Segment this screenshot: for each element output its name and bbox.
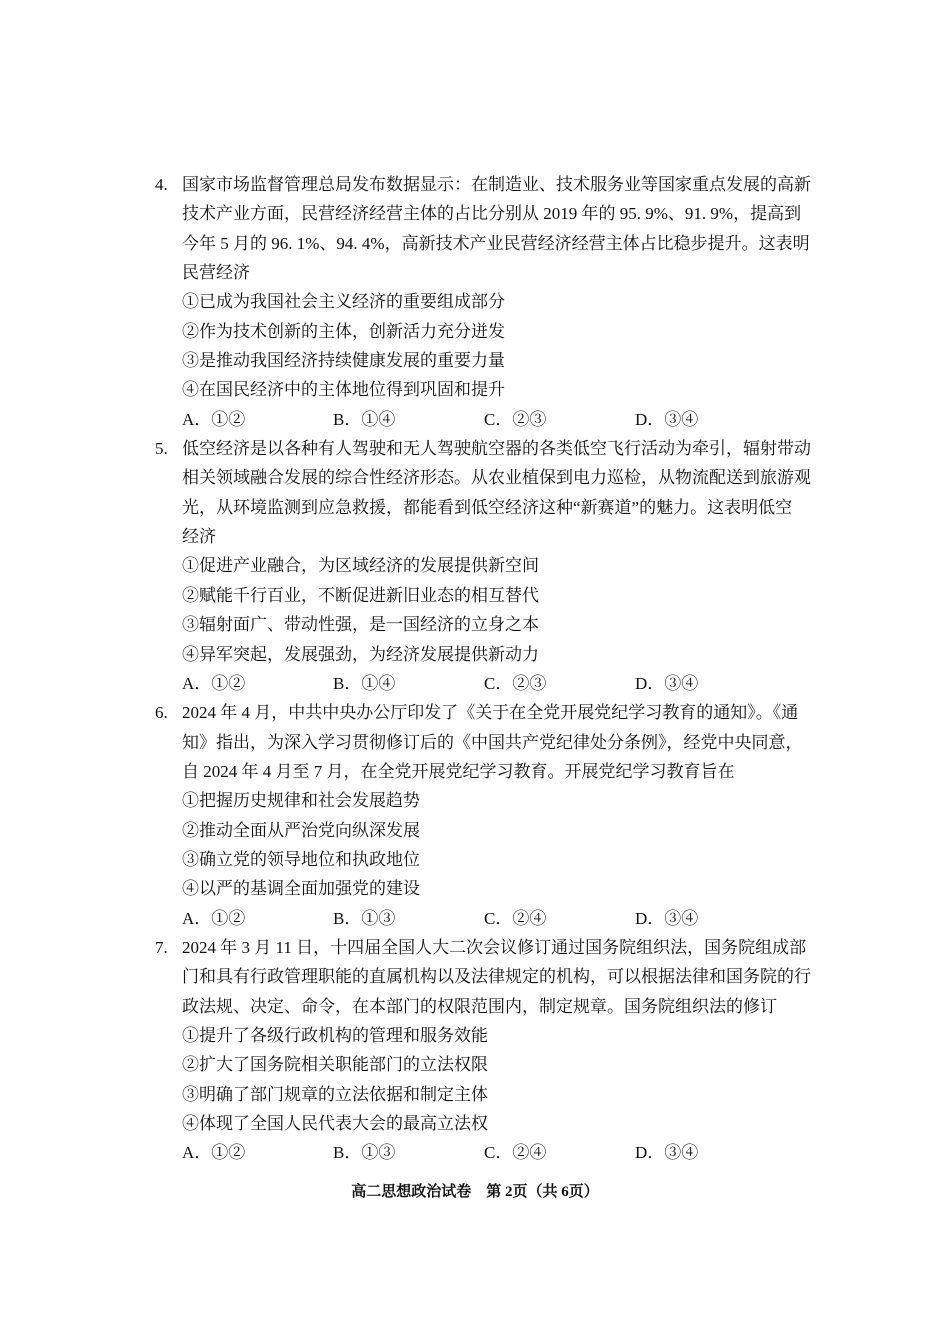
answer-choice-a: A．①② [182,409,246,429]
answer-choice-d: D．③④ [635,908,699,928]
answer-choice-c: C．②④ [484,908,547,928]
question-stem-line: 低空经济是以各种有人驾驶和无人驾驶航空器的各类低空飞行活动为牵引，辐射带动 [182,439,811,459]
answer-choice-a: A．①② [182,1143,246,1163]
statement-option: ③是推动我国经济持续健康发展的重要力量 [182,351,505,371]
statement-option: ②扩大了国务院相关职能部门的立法权限 [182,1055,488,1075]
statement-option: ②推动全面从严治党向纵深发展 [182,820,420,840]
question-stem-line: 光，从环境监测到应急救援，都能看到低空经济这种“新赛道”的魅力。这表明低空 [182,497,793,517]
question-stem-line: 知》指出，为深入学习贯彻修订后的《中国共产党纪律处分条例》，经党中央同意， [182,732,803,752]
question-stem-line: 政法规、决定、命令，在本部门的权限范围内，制定规章。国务院组织法的修订 [182,996,777,1016]
statement-option: ①提升了各级行政机构的管理和服务效能 [182,1025,488,1045]
question-stem-line: 门和具有行政管理职能的直属机构以及法律规定的机构，可以根据法律和国务院的行 [182,967,811,987]
question-number: 6. [155,703,168,723]
answer-choice-d: D．③④ [635,673,699,693]
answer-choices [155,1138,805,1167]
answer-choices [155,405,805,434]
question-number: 5. [155,439,168,459]
answer-choice-c: C．②④ [484,1143,547,1163]
statement-option: ③辐射面广、带动性强，是一国经济的立身之本 [182,615,539,635]
answer-choice-a: A．①② [182,908,246,928]
question-list [155,170,811,1168]
question-number: 4. [155,175,168,194]
question-stem-line: 2024 年 4 月，中共中央办公厅印发了《关于在全党开展党纪学习教育的通知》。《通 [182,703,799,723]
statement-option: ④异军突起，发展强劲，为经济发展提供新动力 [182,644,539,664]
answer-choice-d: D．③④ [635,1143,699,1163]
statement-option: ③明确了部门规章的立法依据和制定主体 [182,1084,488,1104]
statement-option: ②作为技术创新的主体，创新活力充分迸发 [182,321,505,341]
statement-option: ④体现了全国人民代表大会的最高立法权 [182,1114,488,1133]
statement-option: ①已成为我国社会主义经济的重要组成部分 [182,292,505,312]
statement-option: ②赋能千行百业，不断促进新旧业态的相互替代 [182,585,539,605]
page-footer: 高二思想政治试卷 第 2页（共 6页） [351,1184,599,1200]
statement-option: ③确立党的领导地位和执政地位 [182,849,420,869]
statement-option: ④以严的基调全面加强党的建设 [182,879,420,899]
answer-choice-b: B．①④ [333,409,396,429]
question-stem-line: 技术产业方面，民营经济经营主体的占比分别从 2019 年的 95. 9%、91. 9%，提高到 [182,204,802,224]
answer-choice-b: B．①③ [333,1143,396,1163]
question-number: 7. [155,937,168,957]
question-5 [155,434,811,698]
answer-choice-c: C．②③ [484,409,547,429]
answer-choices [155,669,805,698]
question-6 [155,698,805,933]
question-stem-line: 国家市场监督管理总局发布数据显示：在制造业、技术服务业等国家重点发展的高新 [182,175,811,194]
question-4 [155,170,811,434]
answer-choice-b: B．①③ [333,908,396,928]
statement-option: ①促进产业融合，为区域经济的发展提供新空间 [182,556,539,576]
question-stem-line: 相关领域融合发展的综合性经济形态。从农业植保到电力巡检，从物流配送到旅游观 [182,468,811,488]
question-stem-line: 今年 5 月的 96. 1%、94. 4%，高新技术产业民营经济经营主体占比稳步提升。这表明 [182,233,810,253]
statement-option: ①把握历史规律和社会发展趋势 [182,791,420,811]
question-stem-line: 自 2024 年 4 月至 7 月，在全党开展党纪学习教育。开展党纪学习教育旨在 [182,761,735,781]
question-stem-line: 民营经济 [182,263,250,283]
statement-option: ④在国民经济中的主体地位得到巩固和提升 [182,380,505,400]
answer-choice-a: A．①② [182,673,246,693]
question-stem-line: 2024 年 3 月 11 日，十四届全国人大二次会议修订通过国务院组织法，国务院组成部 [182,937,807,957]
answer-choice-d: D．③④ [635,409,699,429]
question-stem-line: 经济 [182,527,216,547]
answer-choice-b: B．①④ [333,673,396,693]
answer-choice-c: C．②③ [484,673,547,693]
answer-choices [155,904,805,933]
question-7 [155,933,811,1168]
